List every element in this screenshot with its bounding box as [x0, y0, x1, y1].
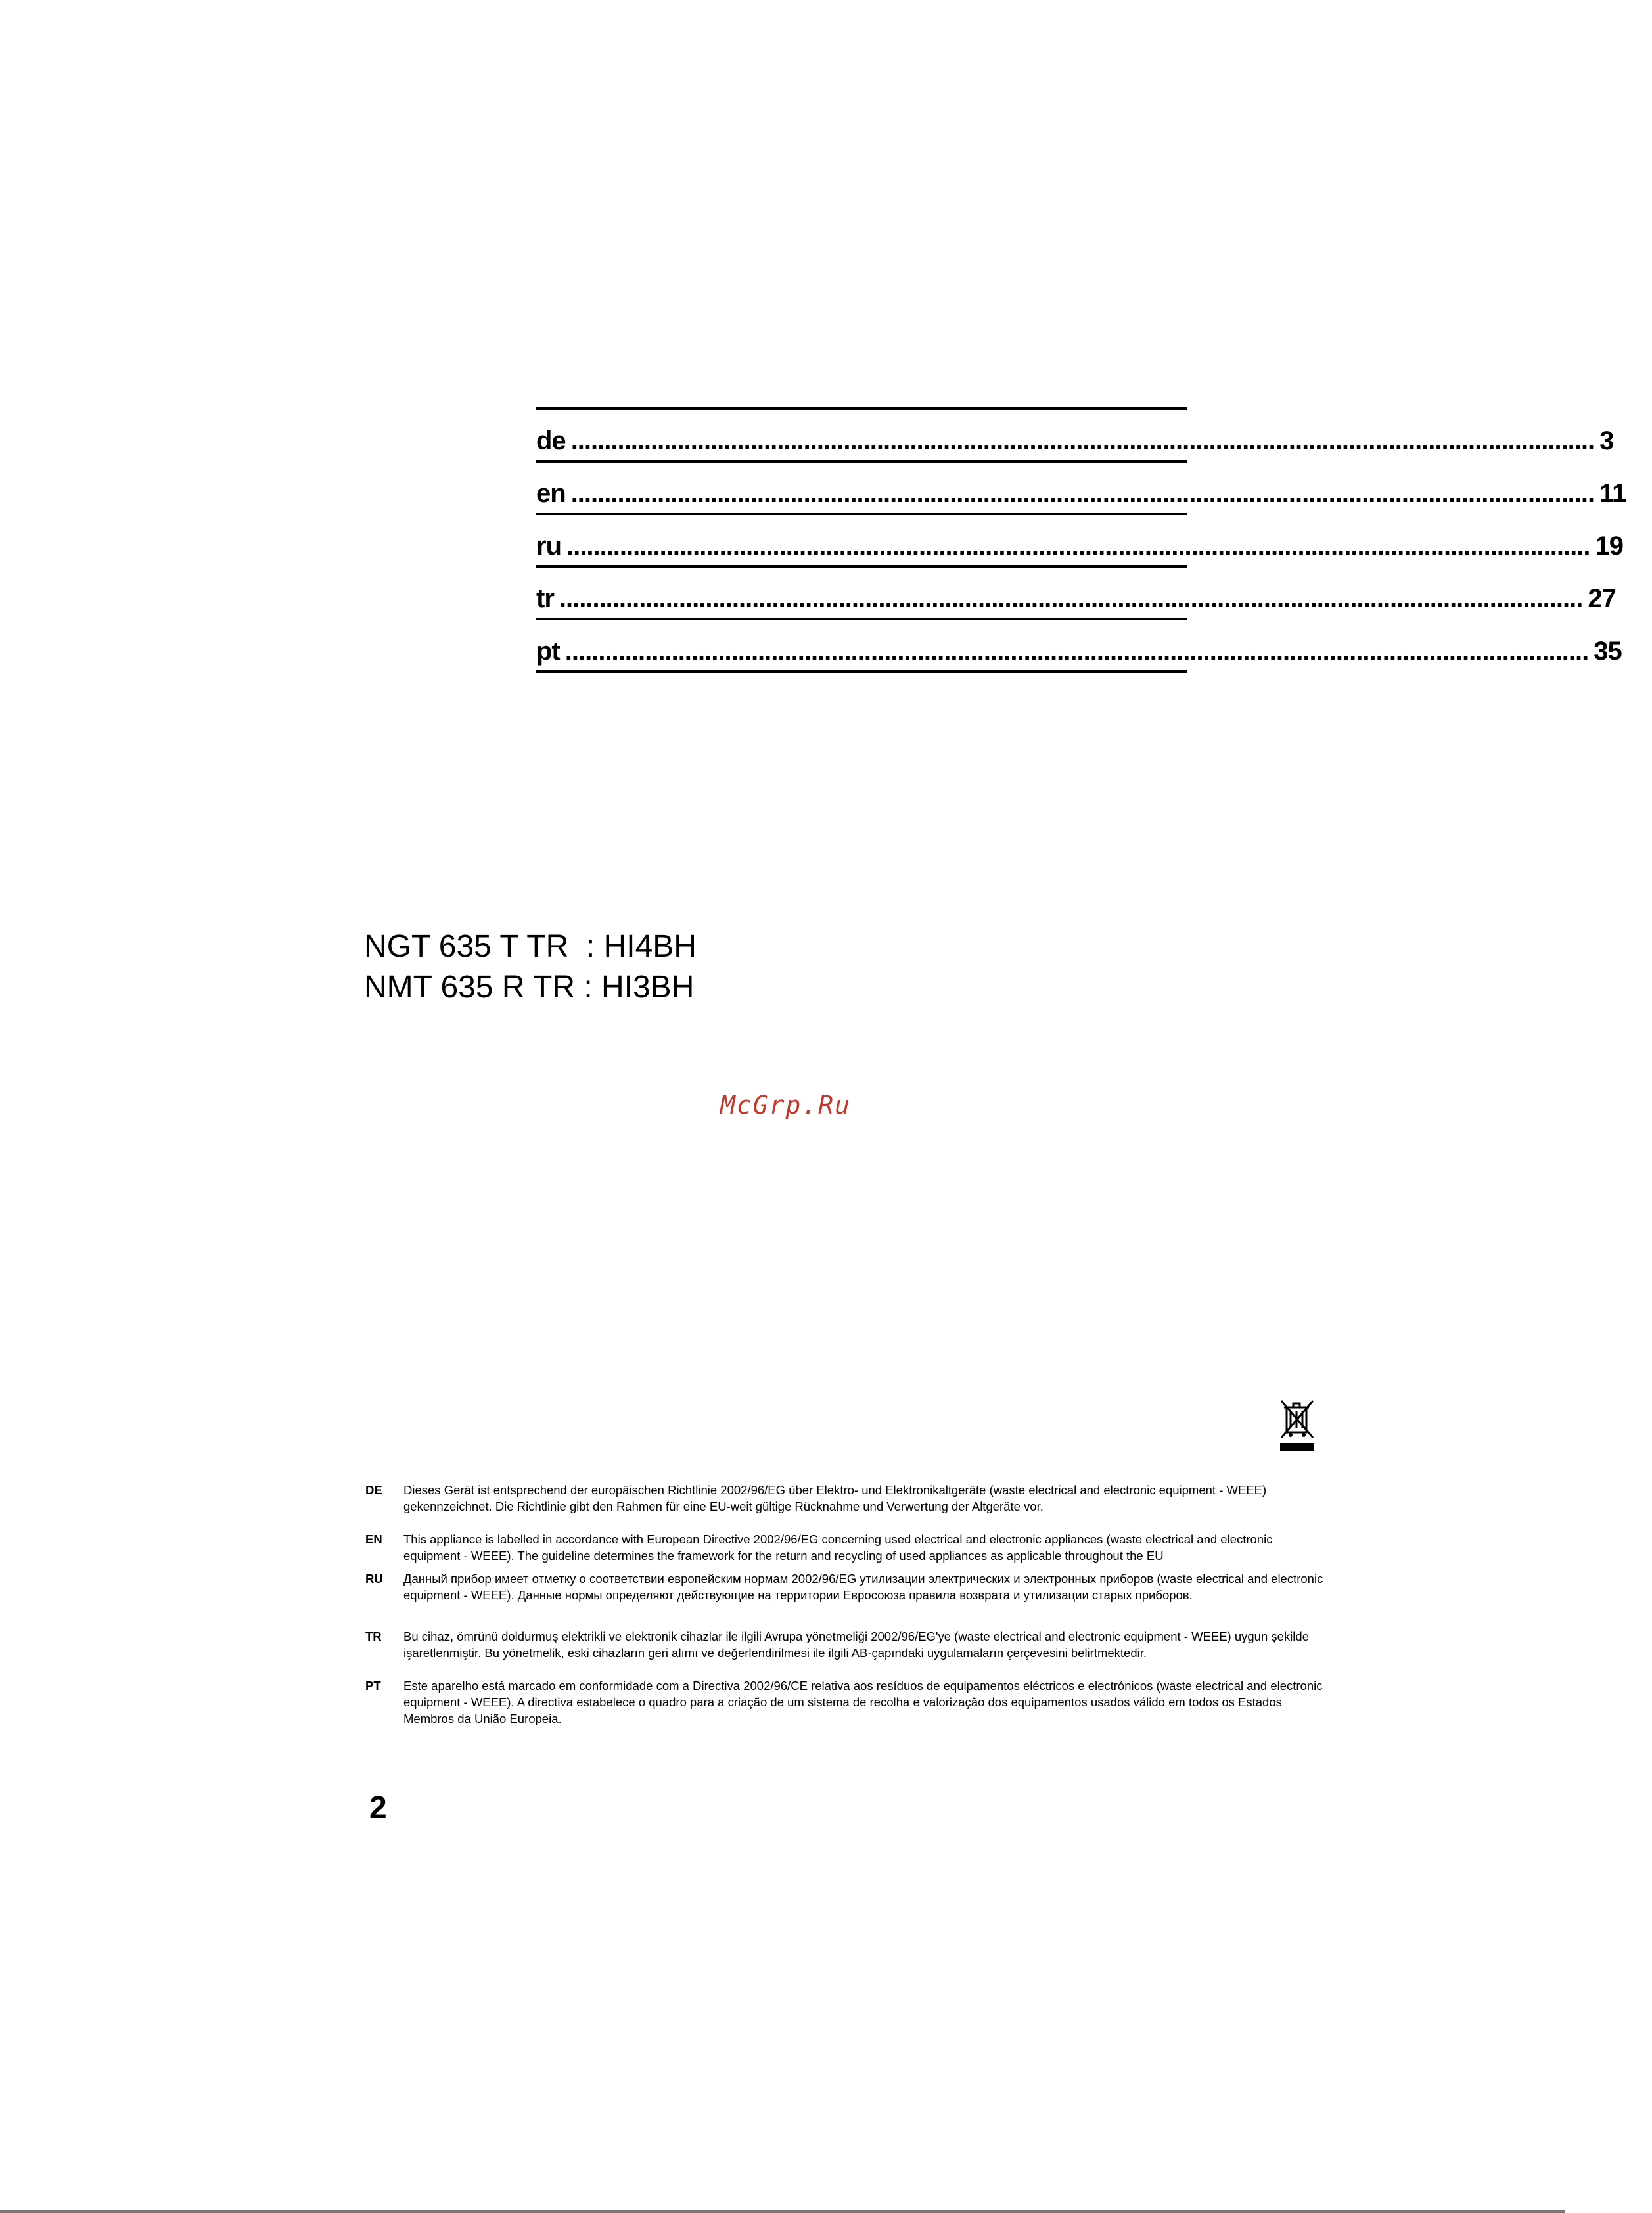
notice-text: Este aparelho está marcado em conformidade com a Directiva 2002/96/CE relativa aos resíduos de equipamentos eléctricos e electrónicos (waste electrical and electronic equipment - WEEE). A directiva estabelece o quadro para a criação de um sistema de recolha e valorização dos equipamentos usados válido em todos os Estados Membros da União Europeia.: [403, 1679, 1323, 1725]
notice-language-code: PT: [365, 1679, 381, 1693]
toc-row-en[interactable]: [536, 463, 1626, 515]
notice-language-code: RU: [365, 1572, 383, 1586]
notice-text: Bu cihaz, ömrünü doldurmuş elektrikli ve elektronik cihazlar ile ilgili Avrupa yönetmeliği 2002/96/EG'ye (waste electrical and electronic equipment - WEEE) uygun şekilde işaretlenmiştir. Bu yönetmelik, eski cihazların geri alımı ve değerlendirilmesi ile ilgili AB-çapındaki uygulamaların çerçevesini belirtmektedir.: [403, 1630, 1309, 1660]
weee-notice-en: [365, 1531, 1325, 1564]
toc-language: ru: [536, 532, 561, 560]
table-of-contents: [536, 407, 1626, 673]
toc-page-number: 11: [1599, 479, 1626, 508]
toc-leader-dots: ..........................................................................................................................................................: [566, 532, 1590, 560]
toc-leader-dots: ..........................................................................................................................................................: [570, 479, 1595, 508]
notice-text: This appliance is labelled in accordance with European Directive 2002/96/EG concerning used electrical and electronic appliances (waste electrical and electronic equipment - WEEE). The guideline determines the framework for the return and recycling of used appliances as applicable throughout the EU: [403, 1532, 1273, 1563]
weee-notice-ru: [365, 1570, 1325, 1603]
toc-language: en: [536, 479, 566, 508]
model-line: NGT 635 T TR : HI4BH: [364, 929, 697, 964]
watermark[interactable]: McGrp.Ru: [720, 1091, 852, 1120]
toc-page-number: 3: [1599, 426, 1614, 455]
page-number: 2: [369, 1791, 387, 1825]
notice-text: Данный прибор имеет отметку о соответствии европейским нормам 2002/96/EG утилизации электрических и электронных приборов (waste electrical and electronic equipment - WEEE). Данные нормы определяют действующие на территории Евросоюза правила возврата и утилизации старых приборов.: [403, 1572, 1323, 1602]
page-bottom-rule: [0, 2210, 1565, 2213]
notice-language-code: TR: [365, 1630, 382, 1643]
toc-row-pt[interactable]: [536, 620, 1622, 673]
toc-leader-dots: ..........................................................................................................................................................: [570, 426, 1595, 455]
crossed-out-wheelie-bin-icon: [1279, 1398, 1316, 1452]
toc-page-number: 27: [1588, 584, 1616, 613]
model-line: NMT 635 R TR : HI3BH: [364, 970, 695, 1005]
weee-notice-pt: [365, 1677, 1325, 1727]
toc-leader-dots: ..........................................................................................................................................................: [559, 584, 1583, 613]
weee-notice-tr: [365, 1628, 1325, 1661]
notice-text: Dieses Gerät ist entsprechend der europäischen Richtlinie 2002/96/EG über Elektro- und Elektronikaltgeräte (waste electrical and electronic equipment - WEEE) gekennzeichnet. Die Richtlinie gibt den Rahmen für eine EU-weit gültige Rücknahme und Verwertung der Altgeräte vor.: [403, 1483, 1267, 1513]
toc-language: pt: [536, 637, 560, 666]
toc-row-tr[interactable]: [536, 568, 1616, 620]
weee-notice-de: [365, 1482, 1325, 1515]
notice-language-code: DE: [365, 1483, 382, 1497]
notice-language-code: EN: [365, 1532, 382, 1546]
toc-language: tr: [536, 584, 554, 613]
toc-leader-dots: ..........................................................................................................................................................: [564, 637, 1589, 666]
toc-row-ru[interactable]: [536, 515, 1623, 568]
toc-row-de[interactable]: [536, 410, 1614, 463]
toc-page-number: 35: [1594, 637, 1622, 666]
toc-language: de: [536, 426, 566, 455]
model-list: [364, 926, 697, 1008]
toc-page-number: 19: [1595, 532, 1623, 560]
